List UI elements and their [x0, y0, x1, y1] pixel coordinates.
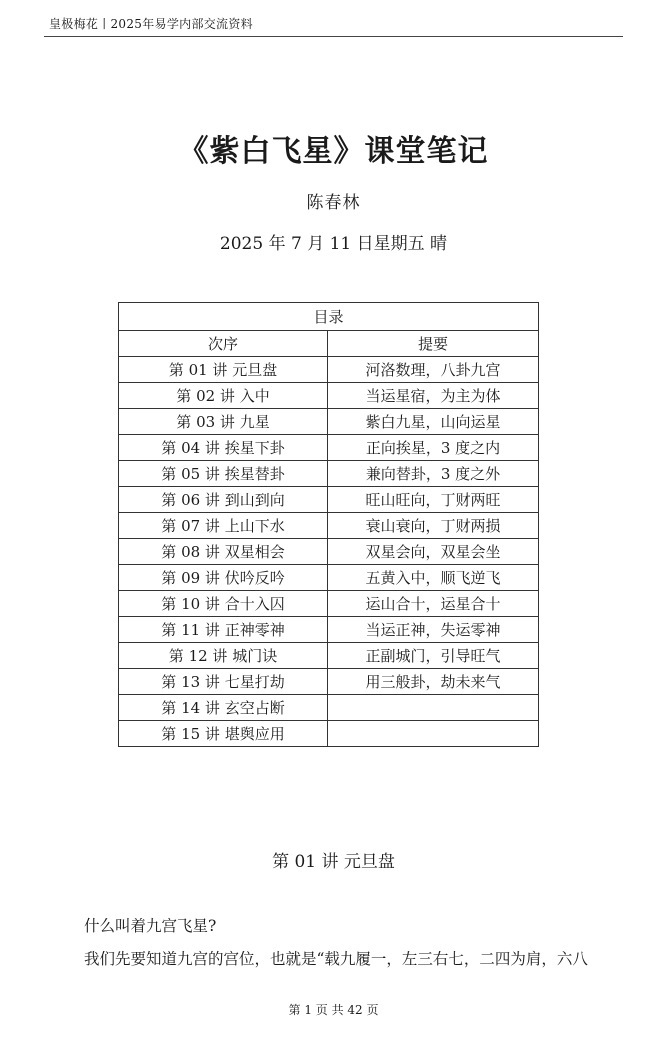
toc-caption-row	[119, 303, 539, 331]
toc-order-cell: 第 15 讲 堪舆应用	[119, 721, 328, 747]
paragraph: 我们先要知道九宫的宫位，也就是“载九履一，左三右七，二四为肩，六八	[84, 950, 588, 968]
document-title: 《紫白飞星》课堂笔记	[178, 134, 489, 169]
table-row	[119, 643, 539, 669]
toc-order-cell: 第 05 讲 挨星替卦	[119, 461, 328, 487]
toc-header-row	[119, 331, 539, 357]
toc-order-cell: 第 07 讲 上山下水	[119, 513, 328, 539]
toc-order-cell: 第 03 讲 九星	[119, 409, 328, 435]
toc-summary-cell: 双星会向，双星会坐	[328, 539, 539, 565]
table-row	[119, 669, 539, 695]
toc-order-cell: 第 04 讲 挨星下卦	[119, 435, 328, 461]
toc-order-cell: 第 01 讲 元旦盘	[119, 357, 328, 383]
page-footer: 第 1 页 共 42 页	[288, 1003, 379, 1017]
toc-order-cell: 第 13 讲 七星打劫	[119, 669, 328, 695]
toc-order-cell: 第 02 讲 入中	[119, 383, 328, 409]
toc-summary-cell: 衰山衰向，丁财两损	[328, 513, 539, 539]
toc-summary-cell	[328, 721, 539, 747]
document-date: 2025 年 7 月 11 日星期五 晴	[219, 234, 448, 254]
page-header: 皇极梅花丨2025年易学内部交流资料	[49, 17, 253, 31]
toc-summary-cell: 正副城门，引导旺气	[328, 643, 539, 669]
toc-body	[119, 357, 539, 747]
toc-summary-cell: 运山合十，运星合十	[328, 591, 539, 617]
toc-order-cell: 第 09 讲 伏吟反吟	[119, 565, 328, 591]
table-row	[119, 383, 539, 409]
toc-table	[118, 302, 539, 747]
table-row	[119, 695, 539, 721]
toc-order-cell: 第 06 讲 到山到向	[119, 487, 328, 513]
table-row	[119, 357, 539, 383]
table-row	[119, 487, 539, 513]
table-row	[119, 565, 539, 591]
toc-summary-cell: 紫白九星，山向运星	[328, 409, 539, 435]
toc-summary-cell: 当运正神，失运零神	[328, 617, 539, 643]
table-row	[119, 721, 539, 747]
toc-summary-cell: 用三般卦，劫未来气	[328, 669, 539, 695]
toc-summary-cell: 五黄入中，顺飞逆飞	[328, 565, 539, 591]
toc-order-cell: 第 12 讲 城门诀	[119, 643, 328, 669]
header-divider	[44, 36, 623, 37]
table-row	[119, 435, 539, 461]
paragraph: 什么叫着九宫飞星?	[84, 917, 217, 935]
table-row	[119, 461, 539, 487]
lecture-heading: 第 01 讲 元旦盘	[272, 852, 395, 872]
toc-order-cell: 第 08 讲 双星相会	[119, 539, 328, 565]
toc-column-summary: 提要	[328, 331, 539, 357]
toc-summary-cell	[328, 695, 539, 721]
toc-summary-cell: 旺山旺向，丁财两旺	[328, 487, 539, 513]
author-name: 陈春林	[306, 193, 361, 213]
toc-summary-cell: 河洛数理，八卦九宫	[328, 357, 539, 383]
toc-order-cell: 第 14 讲 玄空占断	[119, 695, 328, 721]
toc-summary-cell: 当运星宿，为主为体	[328, 383, 539, 409]
toc-order-cell: 第 11 讲 正神零神	[119, 617, 328, 643]
table-row	[119, 513, 539, 539]
table-row	[119, 591, 539, 617]
toc-order-cell: 第 10 讲 合十入囚	[119, 591, 328, 617]
table-row	[119, 539, 539, 565]
toc-caption: 目录	[119, 303, 539, 331]
toc-summary-cell: 正向挨星，3 度之内	[328, 435, 539, 461]
table-row	[119, 617, 539, 643]
table-row	[119, 409, 539, 435]
toc-summary-cell: 兼向替卦，3 度之外	[328, 461, 539, 487]
toc-column-order: 次序	[119, 331, 328, 357]
